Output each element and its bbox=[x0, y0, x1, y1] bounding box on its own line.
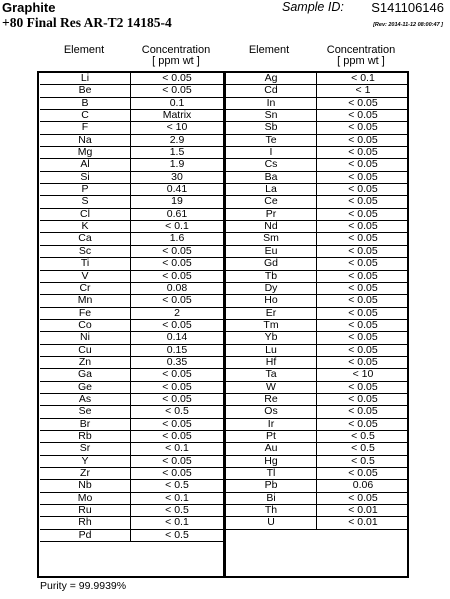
column-header-label: Concentration bbox=[326, 44, 396, 56]
element-symbol: Br bbox=[79, 418, 91, 430]
element-symbol: Pt bbox=[266, 430, 276, 442]
element-symbol: Al bbox=[80, 159, 90, 171]
concentration-value: < 0.05 bbox=[316, 468, 409, 479]
element-symbol: S bbox=[81, 196, 89, 208]
table-left-half bbox=[40, 73, 223, 576]
concentration-value: < 0.05 bbox=[316, 159, 409, 170]
table-row bbox=[40, 369, 223, 381]
concentration-value: < 0.05 bbox=[130, 394, 223, 405]
element-symbol: Cl bbox=[80, 208, 90, 220]
element-symbol: Se bbox=[78, 406, 92, 418]
material-title: Graphite bbox=[2, 0, 56, 15]
element-symbol: Ir bbox=[267, 418, 275, 430]
column-header-element-right bbox=[225, 45, 313, 56]
concentration-value: 0.06 bbox=[316, 480, 409, 491]
concentration-value: 2.9 bbox=[130, 135, 223, 146]
element-symbol: Zn bbox=[78, 356, 92, 368]
table-row bbox=[40, 73, 223, 85]
concentration-value: < 0.05 bbox=[316, 394, 409, 405]
element-symbol: Pr bbox=[265, 208, 277, 220]
concentration-value: < 0.05 bbox=[316, 332, 409, 343]
element-symbol: Cd bbox=[264, 85, 278, 97]
table-row bbox=[226, 394, 409, 406]
table-row bbox=[40, 308, 223, 320]
element-symbol: Li bbox=[80, 73, 90, 84]
element-symbol: B bbox=[81, 97, 89, 109]
table-row bbox=[226, 480, 409, 492]
table-row bbox=[226, 468, 409, 480]
table-row bbox=[40, 135, 223, 147]
concentration-value: < 0.05 bbox=[130, 369, 223, 380]
element-symbol: Er bbox=[265, 307, 277, 319]
concentration-value: < 0.05 bbox=[316, 246, 409, 257]
concentration-value: < 0.05 bbox=[316, 258, 409, 269]
concentration-value: < 0.05 bbox=[316, 209, 409, 220]
element-symbol: Lu bbox=[265, 344, 277, 356]
column-header-concentration-right bbox=[316, 45, 406, 67]
element-symbol: Te bbox=[265, 134, 277, 146]
element-symbol: Au bbox=[264, 443, 278, 455]
element-symbol: Cs bbox=[264, 159, 278, 171]
table-row bbox=[40, 184, 223, 196]
table-row bbox=[226, 110, 409, 122]
element-symbol: Ni bbox=[80, 332, 90, 344]
element-symbol: Nb bbox=[78, 480, 92, 492]
concentration-table bbox=[37, 71, 409, 578]
concentration-value: 1.6 bbox=[130, 233, 223, 244]
table-row bbox=[40, 431, 223, 443]
table-row bbox=[40, 382, 223, 394]
table-row bbox=[226, 221, 409, 233]
table-row bbox=[40, 345, 223, 357]
table-row bbox=[226, 159, 409, 171]
element-symbol: La bbox=[265, 184, 277, 196]
element-symbol: F bbox=[81, 122, 89, 134]
table-row bbox=[40, 246, 223, 258]
element-symbol: Mn bbox=[77, 295, 93, 307]
element-symbol: Yb bbox=[264, 332, 278, 344]
concentration-value: < 1 bbox=[316, 85, 409, 96]
table-row bbox=[226, 184, 409, 196]
concentration-value: < 0.1 bbox=[130, 221, 223, 232]
concentration-value: < 0.05 bbox=[316, 308, 409, 319]
table-row bbox=[226, 98, 409, 110]
element-symbol: Ga bbox=[77, 369, 92, 381]
element-symbol: Tl bbox=[266, 468, 276, 479]
concentration-value: < 0.5 bbox=[316, 431, 409, 442]
concentration-value: < 0.05 bbox=[130, 271, 223, 282]
concentration-value: < 0.05 bbox=[316, 221, 409, 232]
concentration-value: < 0.05 bbox=[316, 110, 409, 121]
table-row bbox=[40, 122, 223, 134]
concentration-value: 0.35 bbox=[130, 357, 223, 368]
concentration-value: < 0.05 bbox=[130, 85, 223, 96]
table-row bbox=[40, 233, 223, 245]
element-symbol: P bbox=[81, 184, 89, 196]
concentration-value: < 0.05 bbox=[130, 382, 223, 393]
table-row bbox=[40, 147, 223, 159]
concentration-value: < 0.05 bbox=[316, 406, 409, 417]
element-symbol: Eu bbox=[264, 245, 278, 257]
concentration-value: < 0.05 bbox=[316, 233, 409, 244]
table-row bbox=[40, 172, 223, 184]
table-row bbox=[226, 505, 409, 517]
table-row bbox=[40, 258, 223, 270]
column-header-label: Concentration bbox=[141, 44, 211, 56]
table-row bbox=[40, 221, 223, 233]
concentration-value: 1.5 bbox=[130, 147, 223, 158]
concentration-value: < 0.5 bbox=[130, 480, 223, 491]
element-symbol: Fe bbox=[78, 307, 92, 319]
table-row bbox=[226, 332, 409, 344]
table-row bbox=[40, 209, 223, 221]
element-symbol: Cr bbox=[79, 282, 91, 294]
concentration-value: < 0.05 bbox=[316, 122, 409, 133]
table-row bbox=[226, 382, 409, 394]
table-row bbox=[40, 517, 223, 529]
table-row bbox=[226, 295, 409, 307]
concentration-value: 0.08 bbox=[130, 283, 223, 294]
concentration-value: < 0.1 bbox=[130, 443, 223, 454]
concentration-value: < 10 bbox=[316, 369, 409, 380]
table-row bbox=[226, 172, 409, 184]
table-row bbox=[40, 283, 223, 295]
table-row bbox=[226, 320, 409, 332]
element-symbol: Hf bbox=[265, 356, 277, 368]
concentration-value: < 0.05 bbox=[130, 320, 223, 331]
table-row bbox=[226, 135, 409, 147]
table-row bbox=[226, 431, 409, 443]
column-header-label: Element bbox=[248, 44, 290, 56]
concentration-value: 1.9 bbox=[130, 159, 223, 170]
concentration-value: 0.41 bbox=[130, 184, 223, 195]
element-symbol: Ge bbox=[77, 381, 92, 393]
concentration-value: < 0.05 bbox=[316, 345, 409, 356]
element-symbol: I bbox=[269, 147, 273, 159]
table-row bbox=[40, 196, 223, 208]
element-symbol: Na bbox=[78, 134, 92, 146]
concentration-value: < 0.5 bbox=[130, 530, 223, 541]
element-symbol: Ru bbox=[78, 505, 92, 517]
column-header-unit: [ ppm wt ] bbox=[337, 55, 385, 67]
concentration-value: < 0.05 bbox=[316, 147, 409, 158]
element-symbol: Y bbox=[81, 455, 89, 467]
table-right-half bbox=[226, 73, 409, 576]
concentration-value: < 0.05 bbox=[316, 419, 409, 430]
concentration-value: 0.15 bbox=[130, 345, 223, 356]
concentration-value: < 0.1 bbox=[130, 517, 223, 528]
table-row bbox=[40, 394, 223, 406]
element-symbol: Si bbox=[80, 171, 90, 183]
element-symbol: Gd bbox=[263, 258, 278, 270]
table-row bbox=[226, 493, 409, 505]
concentration-value: < 0.5 bbox=[130, 406, 223, 417]
table-row bbox=[226, 456, 409, 468]
element-symbol: Bi bbox=[266, 492, 276, 504]
table-row bbox=[226, 73, 409, 85]
table-row bbox=[40, 456, 223, 468]
concentration-value: < 0.05 bbox=[316, 357, 409, 368]
concentration-value: < 0.05 bbox=[130, 246, 223, 257]
table-row bbox=[226, 308, 409, 320]
concentration-value: < 0.05 bbox=[316, 135, 409, 146]
concentration-value: < 0.1 bbox=[316, 73, 409, 84]
concentration-value: 2 bbox=[130, 308, 223, 319]
element-symbol: Tm bbox=[263, 319, 279, 331]
element-symbol: Ho bbox=[264, 295, 278, 307]
element-symbol: Ag bbox=[264, 73, 278, 84]
table-row bbox=[40, 493, 223, 505]
table-row bbox=[226, 357, 409, 369]
concentration-value: < 0.01 bbox=[316, 505, 409, 516]
element-symbol: Ba bbox=[264, 171, 278, 183]
table-row bbox=[226, 233, 409, 245]
concentration-value: < 0.05 bbox=[130, 431, 223, 442]
element-symbol: As bbox=[78, 393, 92, 405]
element-symbol: Hg bbox=[264, 455, 278, 467]
sample-id-label: Sample ID: bbox=[282, 0, 344, 14]
table-row bbox=[40, 110, 223, 122]
element-symbol: U bbox=[267, 517, 275, 529]
element-symbol: Sn bbox=[264, 110, 278, 122]
element-symbol: Sm bbox=[263, 233, 279, 245]
table-row bbox=[40, 530, 223, 542]
element-symbol: Sb bbox=[264, 122, 278, 134]
table-row bbox=[226, 369, 409, 381]
element-symbol: Sr bbox=[79, 443, 91, 455]
concentration-value: < 0.05 bbox=[316, 271, 409, 282]
concentration-value: < 0.05 bbox=[130, 419, 223, 430]
element-symbol: Zr bbox=[80, 468, 90, 479]
sample-description: +80 Final Res AR-T2 14185-4 bbox=[2, 15, 172, 30]
concentration-value: < 0.05 bbox=[130, 73, 223, 84]
element-symbol: In bbox=[266, 97, 276, 109]
column-header-element-left bbox=[40, 45, 128, 56]
table-row bbox=[226, 85, 409, 97]
column-header-label: Element bbox=[63, 44, 105, 56]
concentration-value: < 0.05 bbox=[316, 98, 409, 109]
concentration-value: < 0.05 bbox=[316, 320, 409, 331]
table-row bbox=[40, 295, 223, 307]
concentration-value: < 0.05 bbox=[130, 295, 223, 306]
element-symbol: Ce bbox=[264, 196, 278, 208]
element-symbol: Pd bbox=[78, 529, 92, 541]
concentration-value: Matrix bbox=[130, 110, 223, 121]
column-header-concentration-left bbox=[131, 45, 221, 67]
concentration-value: < 0.5 bbox=[130, 505, 223, 516]
table-row bbox=[226, 345, 409, 357]
element-symbol: Ta bbox=[265, 369, 277, 381]
sample-id-value: S141106146 bbox=[371, 0, 444, 15]
table-row bbox=[40, 468, 223, 480]
element-symbol: Ca bbox=[78, 233, 92, 245]
element-symbol: Dy bbox=[264, 282, 278, 294]
concentration-value: < 0.05 bbox=[316, 172, 409, 183]
concentration-value: 0.61 bbox=[130, 209, 223, 220]
concentration-value: < 0.05 bbox=[316, 493, 409, 504]
concentration-value: < 0.05 bbox=[130, 468, 223, 479]
table-row bbox=[40, 443, 223, 455]
table-row bbox=[40, 332, 223, 344]
table-row bbox=[40, 419, 223, 431]
table-row bbox=[226, 406, 409, 418]
table-row bbox=[40, 85, 223, 97]
table-row bbox=[40, 505, 223, 517]
concentration-value: < 0.5 bbox=[316, 443, 409, 454]
concentration-value: < 0.05 bbox=[130, 456, 223, 467]
element-symbol: Sc bbox=[78, 245, 92, 257]
element-symbol: C bbox=[81, 110, 89, 122]
table-row bbox=[226, 517, 409, 529]
column-header-unit: [ ppm wt ] bbox=[152, 55, 200, 67]
element-symbol: Be bbox=[78, 85, 92, 97]
concentration-value: 30 bbox=[130, 172, 223, 183]
table-row bbox=[40, 98, 223, 110]
element-symbol: W bbox=[266, 381, 276, 393]
table-row bbox=[40, 271, 223, 283]
table-row bbox=[226, 258, 409, 270]
element-symbol: K bbox=[81, 221, 89, 233]
concentration-value: < 0.05 bbox=[316, 283, 409, 294]
element-symbol: Re bbox=[264, 393, 278, 405]
table-row bbox=[226, 283, 409, 295]
table-row bbox=[40, 320, 223, 332]
concentration-value: 0.1 bbox=[130, 98, 223, 109]
element-symbol: V bbox=[81, 270, 89, 282]
table-row bbox=[226, 147, 409, 159]
concentration-value: < 10 bbox=[130, 122, 223, 133]
element-symbol: Th bbox=[264, 505, 278, 517]
revision-stamp: [Rev: 2014-11-12 08:00:47 ] bbox=[373, 22, 443, 28]
table-row bbox=[226, 196, 409, 208]
table-row bbox=[40, 480, 223, 492]
table-row bbox=[226, 246, 409, 258]
table-row bbox=[40, 406, 223, 418]
table-row bbox=[40, 357, 223, 369]
concentration-value: < 0.05 bbox=[316, 382, 409, 393]
element-symbol: Co bbox=[78, 319, 92, 331]
element-symbol: Os bbox=[264, 406, 278, 418]
table-row bbox=[226, 209, 409, 221]
concentration-value: < 0.05 bbox=[316, 196, 409, 207]
element-symbol: Ti bbox=[80, 258, 90, 270]
element-symbol: Rh bbox=[78, 517, 92, 529]
table-row bbox=[40, 159, 223, 171]
concentration-value: < 0.05 bbox=[316, 184, 409, 195]
table-row bbox=[226, 122, 409, 134]
concentration-value: 0.14 bbox=[130, 332, 223, 343]
table-row bbox=[226, 271, 409, 283]
element-symbol: Cu bbox=[78, 344, 92, 356]
element-symbol: Mg bbox=[77, 147, 93, 159]
element-symbol: Mo bbox=[77, 492, 93, 504]
concentration-value: < 0.1 bbox=[130, 493, 223, 504]
table-row bbox=[226, 443, 409, 455]
element-symbol: Nd bbox=[264, 221, 278, 233]
concentration-value: < 0.01 bbox=[316, 517, 409, 528]
element-symbol: Rb bbox=[78, 430, 92, 442]
concentration-value: < 0.05 bbox=[130, 258, 223, 269]
table-row bbox=[226, 419, 409, 431]
element-symbol: Pb bbox=[264, 480, 278, 492]
concentration-value: < 0.5 bbox=[316, 456, 409, 467]
concentration-value: 19 bbox=[130, 196, 223, 207]
concentration-value: < 0.05 bbox=[316, 295, 409, 306]
purity-value: Purity = 99.9939% bbox=[40, 580, 127, 592]
element-symbol: Tb bbox=[264, 270, 278, 282]
